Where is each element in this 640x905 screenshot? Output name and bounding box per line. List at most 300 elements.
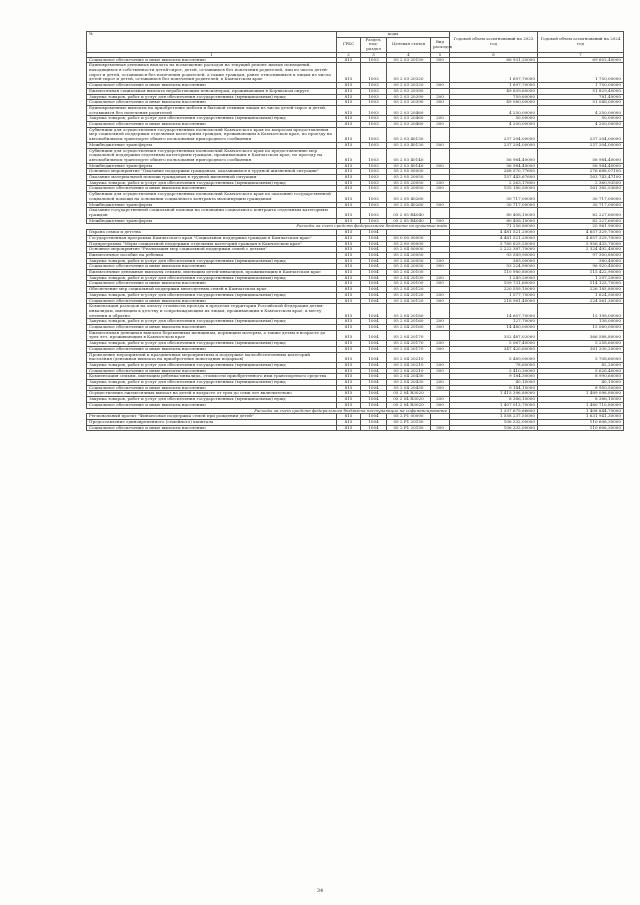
cell-v2: 8 950,50000 — [538, 385, 624, 391]
cell-grbs: 815 — [337, 192, 361, 202]
cell-sec: 1003 — [361, 94, 387, 100]
cell-note: Расходы за счет средств федерального бюджета получаемые вида — [87, 224, 450, 230]
cell-sec: 1003 — [361, 142, 387, 148]
cell-grbs: 815 — [337, 142, 361, 148]
cell-sec: 1003 — [361, 163, 387, 169]
cell-v1: 2 222 387,70000 — [450, 247, 538, 253]
cell-vr: 300 — [431, 83, 450, 89]
cell-name: Социальное обеспечение и иные выплаты населению — [87, 402, 337, 408]
cell-vr: 300 — [431, 346, 450, 352]
cell-vr: 300 — [431, 298, 450, 304]
cell-sec: 1004 — [361, 341, 387, 347]
cell-sec: 1003 — [361, 186, 387, 192]
cell-vr: 500 — [431, 142, 450, 148]
cell-vr: 300 — [431, 385, 450, 391]
cell-name: Социальное обеспечение и иные выплаты населению — [87, 122, 337, 128]
cell-v1: 4 481 521,20000 — [450, 235, 538, 241]
cell-v2: 110 606,30000 — [538, 420, 624, 426]
cell-v1: 220 559,10000 — [450, 287, 538, 293]
cell-v2: 97 300,80000 — [538, 252, 624, 258]
cell-v1: 40,15000 — [450, 380, 538, 386]
cell-v2: 380,40000 — [538, 258, 624, 264]
cell-name: Ежемесячная социальная выплата неработающим пенсионерам, проживающим в Корякском округе — [87, 88, 337, 94]
cell-v1: 347 420,60000 — [450, 346, 538, 352]
cell-grbs: 815 — [337, 425, 361, 431]
cell-v2: 110 606,30000 — [538, 425, 624, 431]
cell-vr: 200 — [431, 380, 450, 386]
cell-vr: 200 — [431, 397, 450, 403]
cell-v2: 82,20000 — [538, 362, 624, 368]
cell-grbs: 815 — [337, 180, 361, 186]
cell-name: Оказание государственной социальной помощи на основании социального контракта отдельным категориям граждан — [87, 208, 337, 218]
cell-tgt: 05 2 04 20210 — [387, 362, 431, 368]
cell-tgt: 05 2 05 R4040 — [387, 208, 431, 218]
cell-name: Обеспечение мер социальной поддержки многодетных семей в Камчатском крае — [87, 287, 337, 293]
cell-sec: 1003 — [361, 192, 387, 202]
table-row — [87, 127, 624, 142]
cell-sec: 1004 — [361, 304, 387, 319]
cell-v2: 3 956 433,70000 — [538, 241, 624, 247]
cell-tgt: 05 2 04 20170 — [387, 346, 431, 352]
cell-sec: 1004 — [361, 252, 387, 258]
cell-tgt: 05 2 04 20050 — [387, 252, 431, 258]
cell-sec: 1004 — [361, 414, 387, 420]
cell-grbs: 815 — [337, 230, 361, 236]
cell-grbs: 815 — [337, 346, 361, 352]
index-4: 4 — [387, 52, 431, 57]
cell-sec: 1004 — [361, 287, 387, 293]
cell-name: Закупка товаров, работ и услуг для обеспечения государственных (муниципальных) нужд — [87, 319, 337, 325]
cell-tgt: 05 0 00 00000 — [387, 235, 431, 241]
cell-v1: 30 717,00000 — [450, 202, 538, 208]
cell-v1: 1 249,20000 — [450, 275, 538, 281]
cell-sec: 1003 — [361, 105, 387, 115]
cell-vr: 300 — [431, 57, 450, 63]
cell-grbs: 815 — [337, 352, 361, 362]
cell-v2: 1 480 710,80000 — [538, 402, 624, 408]
table-row — [87, 192, 624, 202]
cell-name: Социальное обеспечение и иные выплаты населению — [87, 368, 337, 374]
cell-vr: 300 — [431, 368, 450, 374]
cell-vr — [431, 208, 450, 218]
cell-name: Социальное обеспечение и иные выплаты населению — [87, 281, 337, 287]
cell-tgt: 05 2 03 20390 — [387, 94, 431, 100]
cell-sec: 1003 — [361, 83, 387, 89]
cell-v1: 365,00000 — [450, 258, 538, 264]
cell-v1: 9 144,15000 — [450, 385, 538, 391]
cell-sec: 1004 — [361, 391, 387, 397]
cell-vr: 500 — [431, 163, 450, 169]
cell-tgt: 05 2 04 R3020 — [387, 391, 431, 397]
cell-tgt: 05 2 04 20210 — [387, 352, 431, 362]
header-target: Целевая статья — [387, 37, 431, 52]
cell-vr: 200 — [431, 94, 450, 100]
cell-sec: 1003 — [361, 57, 387, 63]
cell-tgt: 05 2 04 20050 — [387, 258, 431, 264]
cell-name: Субвенции для осуществления государственных полномочий Камчатского края по оказанию государственной социальной помощи на основании социального контракта малоимущим гражданам — [87, 192, 337, 202]
table-row — [87, 425, 624, 431]
cell-v2: 138,00000 — [538, 319, 624, 325]
cell-sec: 1004 — [361, 270, 387, 276]
cell-grbs: 815 — [337, 402, 361, 408]
cell-v1: 1 337 679,66600 — [450, 408, 538, 414]
cell-v2: 1 750,00000 — [538, 83, 624, 89]
cell-grbs: 815 — [337, 169, 361, 175]
cell-name: Межбюджетные трансферты — [87, 142, 337, 148]
cell-v2: 4 657 329,70000 — [538, 235, 624, 241]
index-7: 7 — [538, 52, 624, 57]
cell-vr: 300 — [431, 281, 450, 287]
cell-sec: 1004 — [361, 241, 387, 247]
cell-tgt: 05 2 04 20100 — [387, 281, 431, 287]
cell-sec: 1004 — [361, 264, 387, 270]
cell-tgt: 05 2 04 20430 — [387, 385, 431, 391]
cell-grbs: 815 — [337, 94, 361, 100]
cell-v2: 226 185,80000 — [538, 287, 624, 293]
cell-sec: 1003 — [361, 122, 387, 128]
cell-name: Закупка товаров, работ и услуг для обеспечения государственных (муниципальных) нужд — [87, 341, 337, 347]
cell-v2: 781,40000 — [538, 94, 624, 100]
cell-vr — [431, 63, 450, 83]
table-row — [87, 148, 624, 163]
cell-vr: 200 — [431, 116, 450, 122]
cell-tgt: 05 2 03 40130 — [387, 127, 431, 142]
cell-name: Закупка товаров, работ и услуг для обеспечения государственных (муниципальных) нужд — [87, 94, 337, 100]
cell-v2: 1 408 844,70000 — [538, 408, 624, 414]
cell-v2: 4 657 329,70000 — [538, 230, 624, 236]
cell-v2: 15 060,00000 — [538, 325, 624, 331]
cell-grbs: 815 — [337, 270, 361, 276]
cell-grbs: 815 — [337, 275, 361, 281]
cell-sec: 1004 — [361, 298, 387, 304]
cell-tgt: 05 2 04 20100 — [387, 275, 431, 281]
cell-v2: 5 626,40000 — [538, 368, 624, 374]
cell-grbs: 815 — [337, 368, 361, 374]
cell-name: Субвенции для осуществления государственных полномочий Камчатского края по предоставлению мер социальной поддержки отдельным категориям граждан, проживающим в Камчатском крае, по проезду на автомобильном транспорте общего пользования пригородного сообщения — [87, 148, 337, 163]
cell-v2: 366 588,80000 — [538, 330, 624, 340]
cell-v1: 109 731,60000 — [450, 281, 538, 287]
cell-v1: 4 200,00000 — [450, 122, 538, 128]
cell-grbs: 815 — [337, 304, 361, 319]
cell-vr: 300 — [431, 264, 450, 270]
cell-sec: 1004 — [361, 330, 387, 340]
cell-v2: 5 258,60000 — [538, 341, 624, 347]
cell-name: Социальное обеспечение и иные выплаты населению — [87, 100, 337, 106]
cell-name: Закупка товаров, работ и услуг для обеспечения государственных (муниципальных) нужд — [87, 292, 337, 298]
cell-sec: 1003 — [361, 169, 387, 175]
cell-v1: 80 408,10000 — [450, 218, 538, 224]
cell-tgt: 05 2 04 R3020 — [387, 397, 431, 403]
cell-name: Проведение мероприятий к праздничным мероприятиям и поддержке малообеспеченных категорий населения (денежная выплата на приобретение новогодних подарков) — [87, 352, 337, 362]
cell-name: Охрана семьи и детства — [87, 230, 337, 236]
cell-tgt: 05 2 03 20460 — [387, 116, 431, 122]
cell-vr — [431, 105, 450, 115]
cell-grbs: 815 — [337, 374, 361, 380]
cell-v2: 115 422,90000 — [538, 270, 624, 276]
cell-grbs: 815 — [337, 330, 361, 340]
cell-grbs: 815 — [337, 241, 361, 247]
cell-grbs: 815 — [337, 319, 361, 325]
cell-sec: 1004 — [361, 368, 387, 374]
cell-grbs: 815 — [337, 208, 361, 218]
cell-v1: 268 570,77600 — [450, 169, 538, 175]
cell-v1: 4 481 521,20000 — [450, 230, 538, 236]
cell-tgt: 05 2 03 20460 — [387, 122, 431, 128]
cell-v1: 8 386,10000 — [450, 397, 538, 403]
cell-tgt: 05 2 05 20050 — [387, 186, 431, 192]
cell-v1: 49 080,00000 — [450, 100, 538, 106]
cell-grbs: 815 — [337, 100, 361, 106]
cell-v1: 9 184,30000 — [450, 374, 538, 380]
cell-vr: 300 — [431, 122, 450, 128]
cell-name: Региональный проект "Финансовая поддержка семей при рождении детей" — [87, 414, 337, 420]
cell-v2: 1 631 941,30000 — [538, 414, 624, 420]
cell-v2: 30 717,00000 — [538, 192, 624, 202]
index-3: 3 — [361, 52, 387, 57]
cell-v2: 40,10000 — [538, 380, 624, 386]
cell-sec: 1003 — [361, 175, 387, 181]
cell-v1: 56 984,40000 — [450, 148, 538, 163]
cell-sec: 1004 — [361, 385, 387, 391]
cell-sec: 1003 — [361, 127, 387, 142]
cell-v1: 759,60000 — [450, 94, 538, 100]
cell-grbs: 815 — [337, 235, 361, 241]
cell-name: Закупка товаров, работ и услуг для обеспечения государственных (муниципальных) нужд — [87, 380, 337, 386]
cell-v2: 82 227,60000 — [538, 218, 624, 224]
cell-v1: 5 410,30000 — [450, 368, 538, 374]
cell-sec: 1003 — [361, 180, 387, 186]
cell-grbs: 815 — [337, 380, 361, 386]
cell-vr: 500 — [431, 218, 450, 224]
cell-name: Закупка товаров, работ и услуг для обеспечения государственных (муниципальных) нужд — [87, 116, 337, 122]
cell-sec: 1003 — [361, 202, 387, 208]
cell-tgt: 05 2 04 20160 — [387, 304, 431, 319]
cell-vr: 200 — [431, 341, 450, 347]
cell-vr: 300 — [431, 100, 450, 106]
cell-grbs: 815 — [337, 163, 361, 169]
cell-v2: 163 743,47100 — [538, 175, 624, 181]
cell-tgt: 05 2 03 20150 — [387, 57, 431, 63]
cell-name: Предоставление единовременного (семейного) капитала — [87, 420, 337, 426]
cell-v1: 4 250,00000 — [450, 105, 538, 115]
cell-name: Единовременная денежная выплата на возмещение расходов на текущий ремонт жилых помещений, находящихся в собственности детей-сирот, детей, оставшихся без попечения родителей, лиц из числа детей-сирот и детей, оставшихся без попечения родителей, а также граждан, ранее относившихся к лицам из числа детей-сирот и детей, оставшихся без попечения родителей, в Камчатском крае — [87, 63, 337, 83]
cell-tgt: 05 2 04 R3020 — [387, 402, 431, 408]
cell-name: Закупка товаров, работ и услуг для обеспечения государственных (муниципальных) нужд — [87, 362, 337, 368]
index-1: 1 — [87, 52, 337, 57]
cell-grbs: 815 — [337, 397, 361, 403]
cell-tgt: 05 2 04 20210 — [387, 368, 431, 374]
page-number: 34 — [316, 888, 324, 894]
cell-v1: 352 487,02000 — [450, 330, 538, 340]
cell-v1: 2 263,17600 — [450, 180, 538, 186]
header-2023: Годовой объем ассигнований на 2023 год — [450, 32, 538, 53]
cell-sec: 1003 — [361, 100, 387, 106]
header-exp-type: Вид расходов — [431, 37, 450, 52]
cell-tgt: 05 2 03 20460 — [387, 105, 431, 115]
cell-sec: 1004 — [361, 325, 387, 331]
cell-v2: 1 297,20000 — [538, 275, 624, 281]
cell-sec: 1004 — [361, 258, 387, 264]
cell-grbs: 815 — [337, 63, 361, 83]
cell-tgt: 05 2 03 20390 — [387, 100, 431, 106]
cell-tgt: 05 2 04 20170 — [387, 330, 431, 340]
cell-grbs: 815 — [337, 127, 361, 142]
cell-vr: 300 — [431, 325, 450, 331]
cell-name: Межбюджетные трансферты — [87, 163, 337, 169]
cell-tgt: 05 2 00 00000 — [387, 241, 431, 247]
cell-tgt: 05 2 05 R4040 — [387, 218, 431, 224]
cell-grbs: 815 — [337, 325, 361, 331]
cell-v1: 106 332,00000 — [450, 420, 538, 426]
cell-tgt: 05 2 04 20100 — [387, 270, 431, 276]
cell-tgt: 05 2 05 00000 — [387, 169, 431, 175]
cell-v2: 1 489 096,80000 — [538, 391, 624, 397]
table-row — [87, 105, 624, 115]
cell-vr: 300 — [431, 425, 450, 431]
cell-sec: 1003 — [361, 218, 387, 224]
cell-vr: 200 — [431, 258, 450, 264]
cell-v1: 157 443,67600 — [450, 175, 538, 181]
cell-tgt: 05 2 03 40140 — [387, 163, 431, 169]
cell-vr — [431, 352, 450, 362]
cell-sec: 1004 — [361, 292, 387, 298]
cell-tgt: 05 2 05 40260 — [387, 202, 431, 208]
cell-name: Ежемесячная денежная выплата беременным женщинам, кормящим матерям, а также детям в возрасте до трех лет, проживающим в Камчатском крае — [87, 330, 337, 340]
cell-grbs: 815 — [337, 202, 361, 208]
cell-sec: 1004 — [361, 402, 387, 408]
cell-name: Компенсация расходов на оплату стоимости проезда в пределах территории Российской Федерации детям-инвалидам, имеющим к детству и сопровождающим их лицам, проживающим в Камчатском крае, к месту лечения и обратно — [87, 304, 337, 319]
cell-sec: 1004 — [361, 247, 387, 253]
cell-v2: 30 717,00000 — [538, 202, 624, 208]
cell-tgt: 05 2 P1 00000 — [387, 414, 431, 420]
cell-tgt: 05 2 03 20390 — [387, 88, 431, 94]
cell-name: Ежемесячное пособие на ребенка — [87, 252, 337, 258]
cell-v1: 66 931,20000 — [450, 57, 538, 63]
cell-sec: 1004 — [361, 319, 387, 325]
table-row — [87, 208, 624, 218]
cell-grbs: 815 — [337, 391, 361, 397]
cell-v1: 80 408,10000 — [450, 208, 538, 218]
cell-name: Межбюджетные трансферты — [87, 202, 337, 208]
cell-tgt: 05 2 03 40130 — [387, 142, 431, 148]
cell-v2: 1 624,50000 — [538, 292, 624, 298]
cell-name: Оказание материальной помощи гражданам в трудной жизненной ситуации — [87, 175, 337, 181]
cell-v2: 8 386,10000 — [538, 397, 624, 403]
cell-grbs: 815 — [337, 385, 361, 391]
cell-vr — [431, 148, 450, 163]
cell-v1: 237 204,00000 — [450, 127, 538, 142]
cell-v1: 14 480,00000 — [450, 325, 538, 331]
cell-name: Подпрограмма "Меры социальной поддержки отдельных категорий граждан в Камчатском крае" — [87, 241, 337, 247]
cell-v2: 20 961 90000 — [538, 224, 624, 230]
cell-v1: 237 204,00000 — [450, 142, 538, 148]
cell-name: Межбюджетные трансферты — [87, 218, 337, 224]
header-2024: Годовой объем ассигнований на 2024 год — [538, 32, 624, 53]
cell-name: Закупка товаров, работ и услуг для обеспечения государственных (муниципальных) нужд — [87, 397, 337, 403]
cell-v2: 56 984,40000 — [538, 148, 624, 163]
cell-v1: 1 415 396,80000 — [450, 391, 538, 397]
header-codes: коды — [337, 32, 450, 38]
cell-v2: 51 829,40000 — [538, 88, 624, 94]
cell-sec: 1004 — [361, 380, 387, 386]
cell-grbs: 815 — [337, 264, 361, 270]
cell-v1: 93 589,90000 — [450, 252, 538, 258]
cell-v2: 8 990,60000 — [538, 374, 624, 380]
cell-name: Основное мероприятие "Оказание поддержки гражданам, оказавшимся в трудной жизненной ситуации" — [87, 169, 337, 175]
cell-vr — [431, 192, 450, 202]
cell-tgt: 05 2 05 20050 — [387, 180, 431, 186]
cell-v1: 5 489,00000 — [450, 352, 538, 362]
cell-name: Социальное обеспечение и иные выплаты населению — [87, 298, 337, 304]
cell-tgt: 05 2 04 20160 — [387, 325, 431, 331]
cell-v2: 1 750,00000 — [538, 63, 624, 83]
cell-v2: 276 688,07100 — [538, 169, 624, 175]
cell-v2: 50,00000 — [538, 116, 624, 122]
cell-v1: 110 980,80000 — [450, 270, 538, 276]
cell-name: Закупка товаров, работ и услуг для обеспечения государственных (муниципальных) нужд — [87, 275, 337, 281]
cell-name: Социальное обеспечение и иные выплаты населению — [87, 186, 337, 192]
cell-vr: 200 — [431, 362, 450, 368]
cell-tgt: 05 2 04 20430 — [387, 380, 431, 386]
cell-v1: 71 256 80000 — [450, 224, 538, 230]
cell-v2: 2 360,93500 — [538, 180, 624, 186]
cell-tgt: 05 2 04 20160 — [387, 319, 431, 325]
cell-sec: 1004 — [361, 275, 387, 281]
cell-name: Социальное обеспечение и иные выплаты населению — [87, 346, 337, 352]
cell-v2: 237 204,00000 — [538, 127, 624, 142]
cell-grbs: 815 — [337, 252, 361, 258]
cell-grbs: 815 — [337, 218, 361, 224]
cell-sec: 1003 — [361, 88, 387, 94]
cell-grbs: 815 — [337, 414, 361, 420]
cell-v2: 2 324 492,40000 — [538, 247, 624, 253]
cell-name: Социальное обеспечение и иные выплаты населению — [87, 83, 337, 89]
cell-vr — [431, 304, 450, 319]
cell-name: Социальное обеспечение и иные выплаты населению — [87, 325, 337, 331]
cell-sec: 1004 — [361, 362, 387, 368]
cell-name: Государственная программа Камчатского края "Социальная поддержка граждан в Камчатском крае" — [87, 235, 337, 241]
cell-v1: 30 717,00000 — [450, 192, 538, 202]
cell-grbs: 815 — [337, 83, 361, 89]
cell-sec: 1004 — [361, 352, 387, 362]
cell-tgt: 05 2 04 00000 — [387, 247, 431, 253]
cell-v2: 51 048,00000 — [538, 100, 624, 106]
cell-vr: 200 — [431, 292, 450, 298]
cell-name: Социальное обеспечение и иные выплаты населению — [87, 385, 337, 391]
cell-grbs: 815 — [337, 88, 361, 94]
cell-vr: 200 — [431, 180, 450, 186]
cell-tgt: 05 2 04 20050 — [387, 264, 431, 270]
cell-sec: 1004 — [361, 235, 387, 241]
cell-grbs: 815 — [337, 175, 361, 181]
cell-sec: 1004 — [361, 230, 387, 236]
cell-v1: 1 558 237,55000 — [450, 414, 538, 420]
cell-v2: 237 204,00000 — [538, 142, 624, 148]
cell-grbs: 815 — [337, 258, 361, 264]
cell-v2: 69 602,40000 — [538, 57, 624, 63]
cell-note: Расходы за счет средств федерального бюджета поступающих на софинансирование — [87, 408, 450, 414]
cell-sec: 1003 — [361, 63, 387, 83]
cell-v1: 49 839,60000 — [450, 88, 538, 94]
cell-v1: 1 697,70000 — [450, 63, 538, 83]
cell-name: Ежемесячные денежные выплаты семьям, имеющим детей-инвалидов, проживающим в Камчатском крае — [87, 270, 337, 276]
cell-v2: 224 561,30000 — [538, 298, 624, 304]
cell-grbs: 815 — [337, 341, 361, 347]
table-row — [87, 304, 624, 319]
cell-grbs: 815 — [337, 148, 361, 163]
cell-tgt: 05 2 P1 20150 — [387, 420, 431, 426]
cell-vr: 200 — [431, 319, 450, 325]
